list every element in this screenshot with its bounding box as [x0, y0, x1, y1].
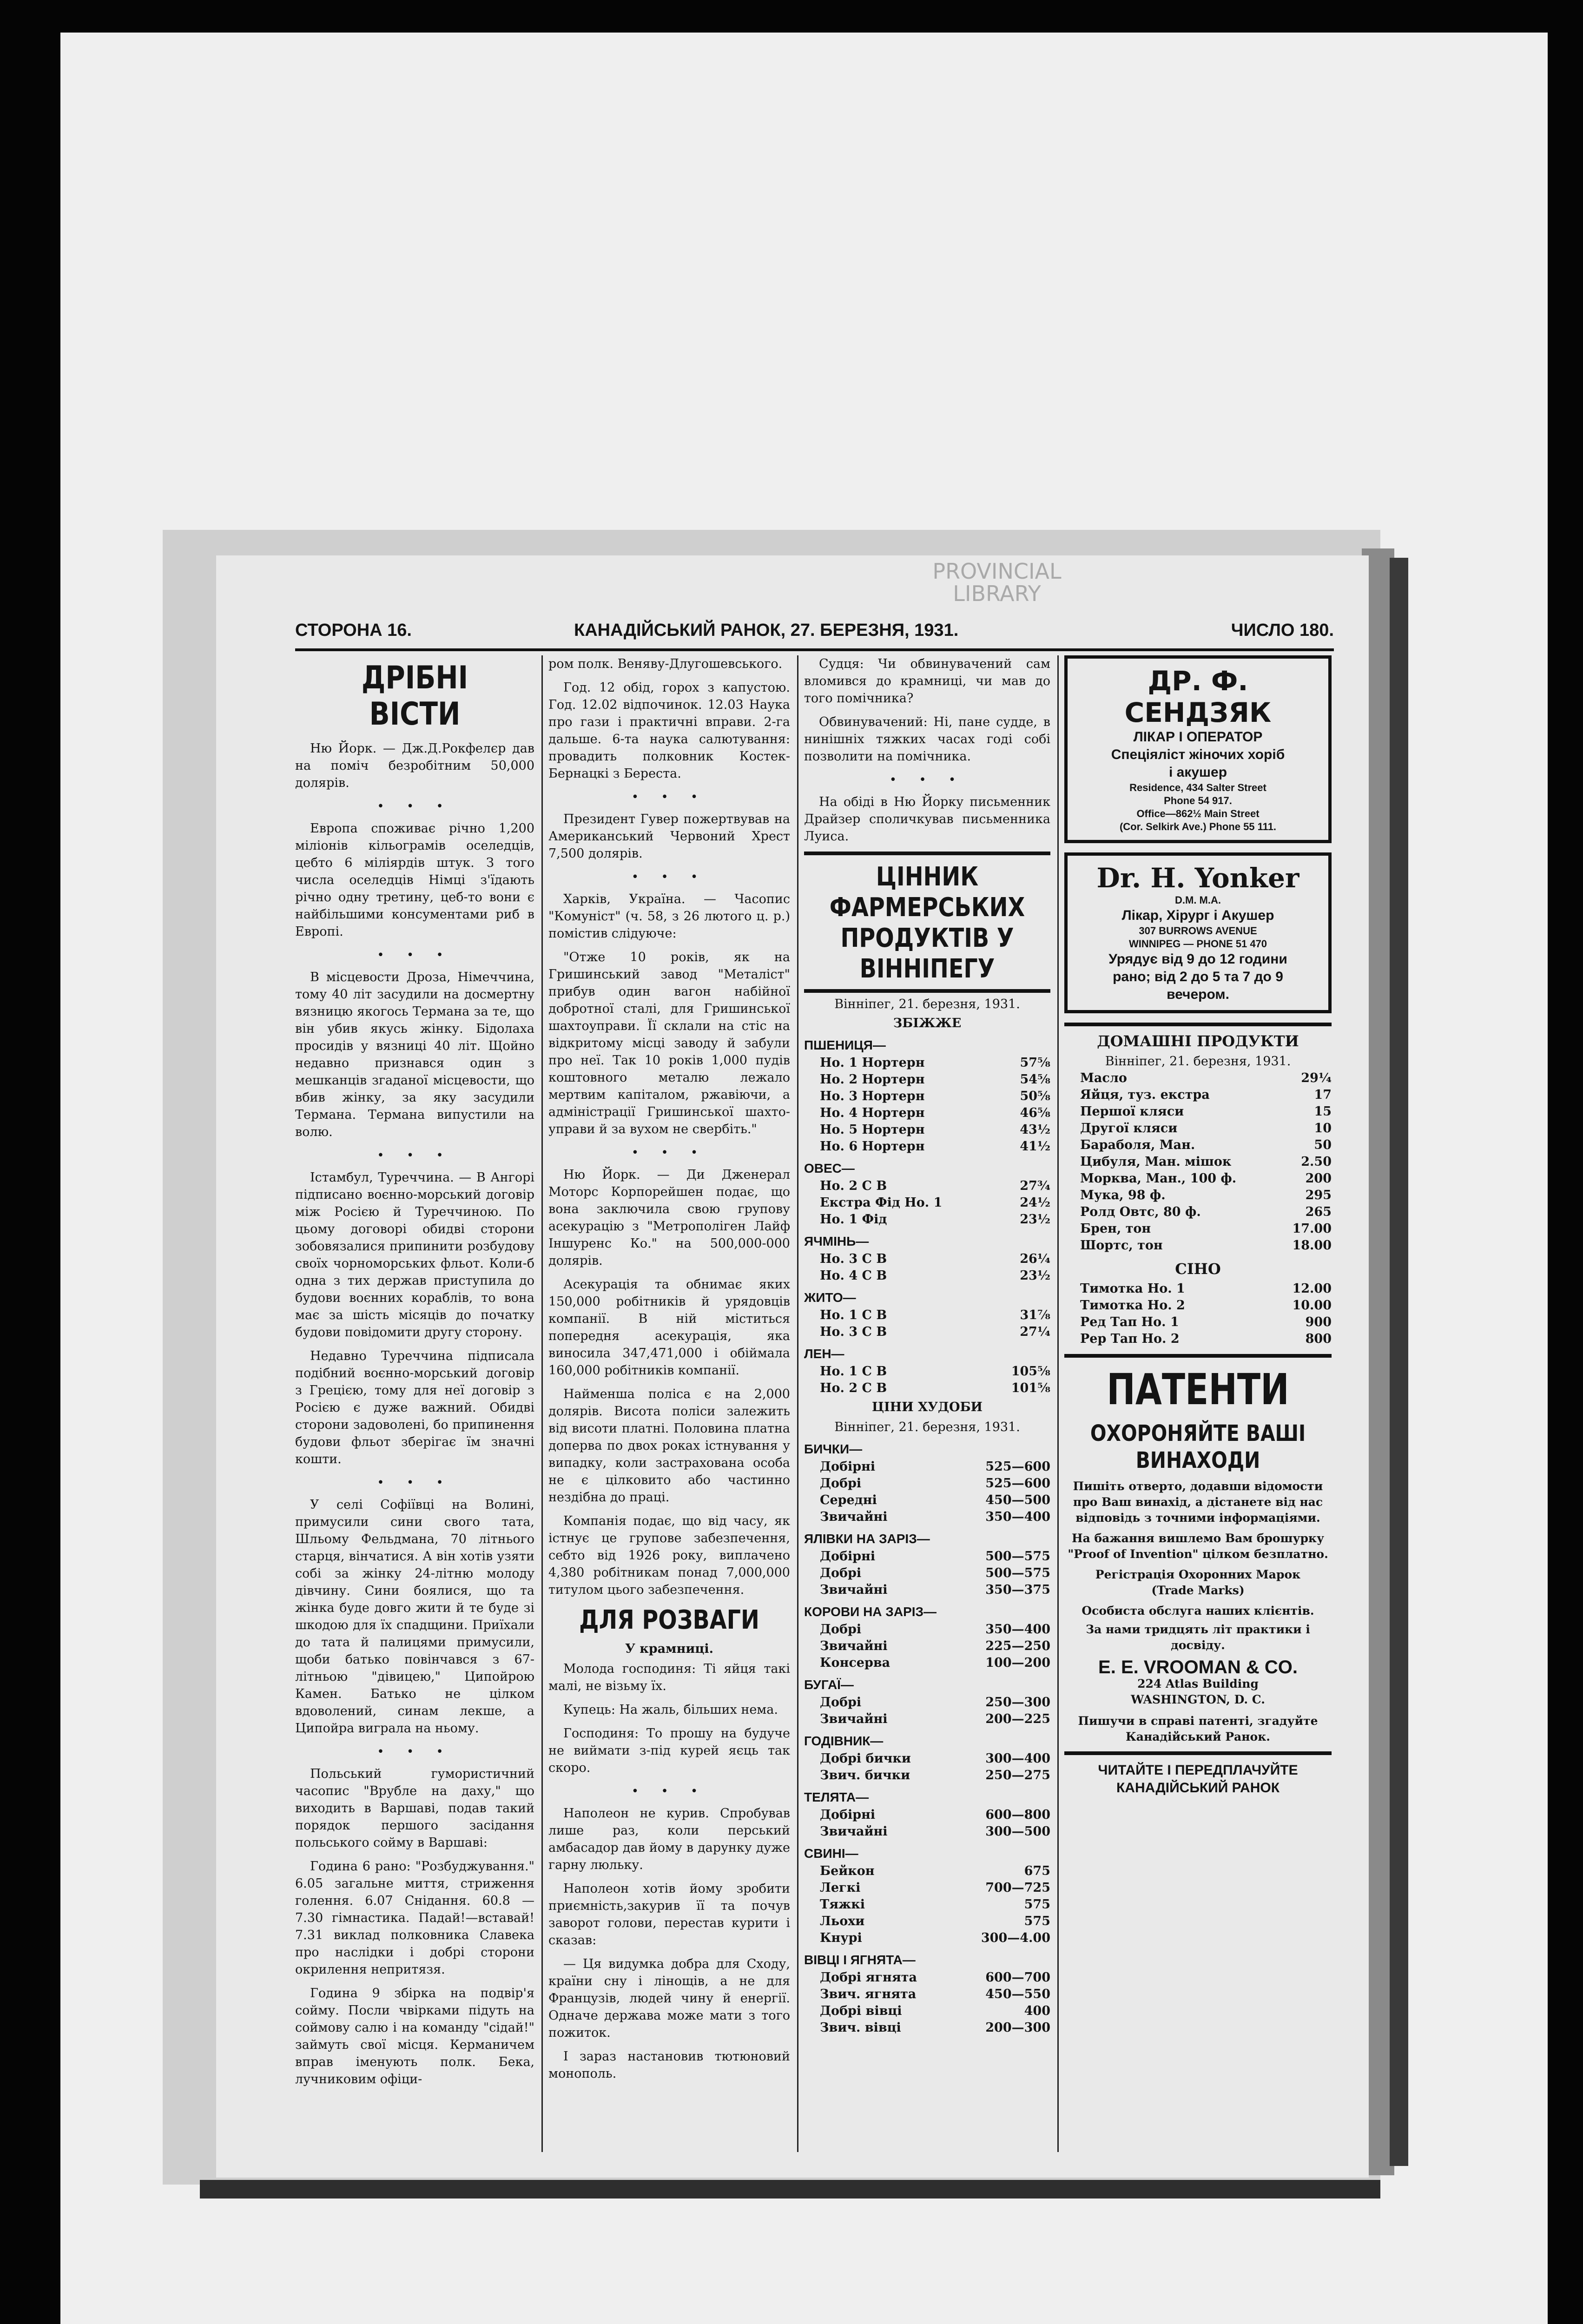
- price-value: 23½: [1020, 1268, 1050, 1283]
- price-value: 575: [1024, 1914, 1050, 1928]
- price-label: Бараболя, Ман.: [1080, 1138, 1195, 1152]
- section-title: ДРІБНІ ВІСТИ: [361, 660, 468, 733]
- flax-list: [804, 1363, 1050, 1397]
- news-item: Ню Йорк. — Дж.Д.Рокфелєр дав на поміч безробітним 50,000 долярів.: [295, 741, 534, 790]
- price-label: Середні: [820, 1493, 877, 1507]
- price-label: Масло: [1080, 1071, 1127, 1085]
- price-value: 500—575: [985, 1549, 1050, 1564]
- news-item: Судця: Чи обвинувачений сам вломився до крамниці, чи мав до того помічника?: [804, 657, 1050, 706]
- price-row: [804, 1088, 1050, 1105]
- column-divider: [541, 655, 543, 2152]
- price-label: Звичайні: [820, 1510, 888, 1524]
- masthead-date: КАНАДІЙСЬКИЙ РАНОК, 27. БЕРЕЗНЯ, 1931.: [574, 621, 959, 640]
- price-label: Тимотка Но. 1: [1080, 1281, 1185, 1296]
- price-value: 200—300: [985, 2020, 1050, 2035]
- price-value: 57⅝: [1020, 1056, 1050, 1070]
- price-label: Ролд Овтс, 80 ф.: [1080, 1205, 1201, 1219]
- price-value: 54⅝: [1020, 1072, 1050, 1087]
- barley-list: [804, 1251, 1050, 1284]
- price-row: [804, 1565, 1050, 1582]
- price-label: Но. 1 С В: [820, 1364, 887, 1379]
- price-row: [804, 1913, 1050, 1930]
- price-label: Добрі: [820, 1622, 862, 1637]
- bulls-list: [804, 1459, 1050, 1525]
- price-label: Добрі: [820, 1695, 862, 1710]
- price-label: Звичайні: [820, 1824, 888, 1839]
- price-value: 600—700: [985, 1970, 1050, 1985]
- column-4: ДР. Ф. СЕНДЗЯК ЛІКАР І ОПЕРАТОР Спеціяліст жіночих хоріб і акушер Residence, 434 Salter Street Phone 54 917. Office—862½ Main Street (Cor. Selkirk Ave.) Phone 55 111. Dr. H. Yonker D.M. M.A. Лікар, Хірург і Акушер 307 BURROWS AVENUE WINNIPEG — PHONE 51 470 Урядує від 9 до 12 години рано; від 2 до 5 та 7 до 9 вечером. ДОМАШНІ ПРОДУКТИ Вінніпег, 21. березня, 1931. Масло 29¼ Яйця, туз. екстра 17 Першої кляси 15 Другої кляси 10 Бараболя, Ман. 50 Цибуля, Ман. мішок 2.50 Морква, Ман., 100 ф. 200 Мука, 98 ф. 295 Ролд Овтс, 80 ф. 265 Брен, тон 17.00 Шортс, тон 18.00 СІНО Тимотка Но. 1 12.00 Тимотка Но. 2 10.00 Ред Тап Но. 1 900 Рер Тап Но. 2 800 ПАТЕНТИ ОХОРОНЯЙТЕ ВАШІ ВИНАХОДИ Пишіть отверто, додавши відомости про Ваш винахід, а дістанете від нас відповідь з точними інформаціями. На бажання вишлемо Вам брошурку "Proof of Invention" цілком безплатно. Регістрація Охоронних Марок (Trade Marks) Особиста обслуга наших клієнтів. За нами тридцять літ практики і досвіду. E. E. VROOMAN & CO. 224 Atlas Building WASHINGTON, D. C. Пишучи в справі патенті, згадуйте Канадійський Ранок. ЧИТАЙТЕ І ПЕРЕДПЛАЧУЙТЕ КАНАДІЙСЬКИЙ РАНОК: [1064, 655, 1332, 2152]
- news-item: В місцевости Дроза, Німеччина, тому 40 літ засудили на досмертну вязницю якогось Термана за те, що він убив якусь жінку. Бідолаха просидів у вязниці 40 літ. Щойно недавно признався один з мешканців згаданої місцевости, що вбив жінку, за яку засудили Термана. Термана випустили на волю.: [295, 970, 534, 1139]
- news-item: Година 6 рано: "Розбуджування." 6.05 загальне миття, стриження голення. 6.07 Снідання. 60.8 — 7.30 гімнастика. Падай!—вставай! 7.31 виклад полковника Славека про наслідки і добрі сторони окрилення непритязя.: [295, 1859, 534, 1977]
- price-row: [804, 2020, 1050, 2036]
- bottom-shadow: [200, 2180, 1380, 2199]
- price-label: Шортс, тон: [1080, 1238, 1163, 1253]
- cows-list: [804, 1621, 1050, 1671]
- anecdote-line: Наполеон хотів йому зробити приємність,закурив її та почув заворот голови, перестав курити і сказав:: [548, 1882, 790, 1948]
- heifers-list: [804, 1548, 1050, 1598]
- price-row: [804, 1807, 1050, 1823]
- market-date: Вінніпег, 21. березня, 1931.: [834, 997, 1020, 1011]
- price-row: [804, 1459, 1050, 1475]
- price-row: [1064, 1297, 1332, 1314]
- price-row: [1064, 1331, 1332, 1347]
- price-row: [1064, 1103, 1332, 1120]
- news-item: Год. 12 обід, горох з капустою. Год. 12.02 відпочинок. 12.03 Наука про гази і практичні вправи. 2-га дальше. 6-та наука салютування: провадить полковник Костек-Бернацкі з Береста.: [548, 680, 790, 781]
- price-label: Звичайні: [820, 1712, 888, 1726]
- price-value: 41½: [1020, 1139, 1050, 1154]
- price-label: Добірні: [820, 1549, 876, 1564]
- column-2: ром полк. Веняву-Длугошевського. Год. 12 обід, горох з капустою. Год. 12.02 відпочинок. 12.03 Наука про гази і практичні вправи. 2-га дальше. 6-та наука салютування: провадить полковник Костек-Бернацкі з Береста. • • • Президент Гувер пожертвував на Американський Червоний Хрест 7,500 долярів. • • • Харків, Україна. — Часопис "Комуніст" (ч. 58, з 26 лютого ц. р.) помістив слідуюче: "Отже 10 років, як на Гришинський завод "Металіст" прибув один вагон набійної добротної сталі, для Гришинської шахтоуправи. Її склали на стіс на відкритому місці заводу й забули про неї. Так 10 років 1,000 пудів коштовного металю лежало мертвим капіталом, ржавіючи, а адміністрації Гришинської шахто-управи й за вухом не свербіть." • • • Ню Йорк. — Ди Дженерал Моторс Корпорейшен подає, що вона заключила свою групову асекурацію з "Метрополіген Лайф Іншуренс Ко." на 500,000-000 долярів. Асекурація та обнимає яких 150,000 робітників й урядовців компанії. В ній міститься попередня асекурація, яка виносила 347,471,000 і обіймала 160,000 робітників компанії. Найменша поліса є на 2,000 долярів. Висота поліси залежить від висоти платні. Половина платна доперва по двох роках істнування у випадку, коли застрахована особа не є цілковито або частинно нездібна до праці. Компанія подає, що від часу, як істнує це групове забезпечення, себто від 1926 року, виплачено 4,380 робітникам понад 7,000,000 титулом цього забезпечення. ДЛЯ РОЗВАГИ У крамниці. Молода господиня: Ті яйця такі малі, не візьму їх. Купець: На жаль, більших нема. Господиня: То прошу на будуче не виймати з-під курей яєць так скоро. • • • Наполеон не курив. Спробував лише раз, коли перський амбасадор дав йому в дарунку дуже гарну люльку. Наполеон хотів йому зробити приємність,закурив її та почув заворот голови, перестав курити і сказав: — Ця видумка добра для Сходу, країни сну і лінощів, а не для Французів, людей чину й енергії. Одначе держава може мати з того пожиток. І зараз настановив тютюновий монополь.: [548, 655, 790, 2152]
- calves-list: [804, 1807, 1050, 1840]
- price-value: 350—375: [985, 1583, 1050, 1597]
- issue-number: ЧИСЛО 180.: [1231, 621, 1334, 640]
- hogs-list: [804, 1863, 1050, 1947]
- price-label: Звичайні: [820, 1639, 888, 1653]
- price-label: Добрі вівці: [820, 2004, 902, 2018]
- price-value: 600—800: [985, 1808, 1050, 1822]
- price-label: Но. 2 С В: [820, 1179, 887, 1193]
- price-label: Ред Тап Но. 1: [1080, 1315, 1179, 1329]
- joke-line: Господиня: То прошу на будуче не виймати з-під курей яєць так скоро.: [548, 1726, 790, 1775]
- price-value: 350—400: [985, 1622, 1050, 1637]
- price-row: [804, 1969, 1050, 1986]
- price-value: 2.50: [1301, 1155, 1332, 1169]
- price-row: [804, 1055, 1050, 1071]
- price-value: 250—275: [985, 1768, 1050, 1783]
- price-row: [804, 1178, 1050, 1195]
- price-label: Но. 2 С В: [820, 1381, 887, 1395]
- price-row: [804, 1582, 1050, 1598]
- price-value: 105⅝: [1011, 1364, 1050, 1379]
- price-label: Добірні: [820, 1808, 876, 1822]
- price-row: [1064, 1070, 1332, 1087]
- column-divider: [1057, 655, 1059, 2152]
- price-value: 10: [1314, 1121, 1332, 1136]
- price-row: [1064, 1154, 1332, 1170]
- price-label: Бейкон: [820, 1864, 875, 1878]
- price-value: 200: [1305, 1171, 1332, 1186]
- price-label: Но. 3 Нортерн: [820, 1089, 925, 1103]
- price-label: Мука, 98 ф.: [1080, 1188, 1166, 1202]
- price-value: 900: [1305, 1315, 1332, 1329]
- price-label: Но. 1 С В: [820, 1308, 887, 1322]
- section-title-fun: ДЛЯ РОЗВАГИ: [579, 1605, 759, 1635]
- price-label: Екстра Фід Но. 1: [820, 1195, 943, 1210]
- news-item: Президент Гувер пожертвував на Американський Червоний Хрест 7,500 долярів.: [548, 812, 790, 861]
- rye-list: [804, 1307, 1050, 1340]
- price-value: 26¼: [1020, 1252, 1050, 1266]
- column-3: Судця: Чи обвинувачений сам вломився до крамниці, чи мав до того помічника? Обвинувачений: Ні, пане судде, в нинішніх тяжких часах годі собі позволити на помічника. • • • На обіді в Ню Йорку письменник Драйзер споличкував письменника Луиса. ЦІННИК ФАРМЕРСЬКИХ ПРОДУКТІВ У ВІННІПЕГУ Вінніпег, 21. березня, 1931. ЗБІЖЖЕ ПШЕНИЦЯ— Но. 1 Нортерн 57⅝ Но. 2 Нортерн 54⅝ Но. 3 Нортерн 50⅝ Но. 4 Нортерн 46⅝ Но. 5 Нортерн 43½ Но. 6 Нортерн 41½ ОВЕС— Но. 2 С В 27¾ Екстра Фід Но. 1 24½ Но. 1 Фід 23½ ЯЧМІНЬ— Но. 3 С В 26¼ Но. 4 С В 23½ ЖИТО— Но. 1 С В 31⅞ Но. 3 С В 27¼ ЛЕН— Но. 1 С В 105⅝ Но. 2 С В 101⅝ ЦІНИ ХУДОБИ Вінніпег, 21. березня, 1931. БИЧКИ— Добірні 525—600 Добрі 525—600 Середні 450—500 Звичайні 350—400 ЯЛІВКИ НА ЗАРІЗ— Добірні 500—575 Добрі 500—575 Звичайні 350—375 КОРОВИ НА ЗАРІЗ— Добрі 350—400 Звичайні 225—250 Консерва 100—200 БУГАЇ— Добрі 250—300 Звичайні 200—225 ГОДІВНИК— Добрі бички 300—400 Звич. бички 250—275 ТЕЛЯТА— Добірні 600—800 Звичайні 300—500 СВИНІ— Бейкон 675 Легкі 700—725 Тяжкі 575 Льохи 575 Кнурі 300—4.00 ВІВЦІ І ЯГНЯТА— Добрі ягнята 600—700 Звич. ягнята 450—550 Добрі вівці 400 Звич. вівці 200—300: [804, 655, 1050, 2152]
- price-label: Тяжкі: [820, 1897, 865, 1912]
- grain-heading: ЗБІЖЖЕ: [893, 1016, 962, 1030]
- price-row: [804, 1548, 1050, 1565]
- price-label: Добрі ягнята: [820, 1970, 917, 1985]
- price-label: Рер Тап Но. 2: [1080, 1332, 1180, 1346]
- page-stack-shadow: [1390, 558, 1408, 2166]
- price-value: 525—600: [985, 1459, 1050, 1474]
- price-label: Но. 1 Нортерн: [820, 1056, 925, 1070]
- news-item: Обвинувачений: Ні, пане судде, в нинішніх тяжких часах годі собі позволити на помічника.: [804, 715, 1050, 764]
- price-row: [804, 1823, 1050, 1840]
- price-label: Добрі: [820, 1566, 862, 1580]
- price-value: 23½: [1020, 1212, 1050, 1227]
- page-number: СТОРОНА 16.: [295, 621, 412, 640]
- price-row: [804, 1655, 1050, 1671]
- anecdote-line: — Ця видумка добра для Сходу, країни сну і лінощів, а не для Французів, людей чину й енергії. Одначе держава може мати з того пожиток.: [548, 1957, 790, 2040]
- column-divider: [797, 655, 798, 2152]
- patent-firm: E. E. VROOMAN & CO.: [1098, 1657, 1298, 1677]
- anecdote-line: Наполеон не курив. Спробував лише раз, коли перський амбасадор дав йому в дарунку дуже гарну люльку.: [548, 1806, 790, 1872]
- home-products-list: [1064, 1070, 1332, 1254]
- joke-line: Молода господиня: Ті яйця такі малі, не візьму їх.: [548, 1662, 790, 1693]
- news-item: Година 9 збірка на подвір'я сойму. Посли чвірками підуть на соймову салю і на команду "сідай!" займуть свої місця. Керманичем вправ іменують полк. Бека, лучниковим офіци-: [295, 1986, 534, 2086]
- price-row: [1064, 1087, 1332, 1103]
- price-label: Звич. вівці: [820, 2020, 901, 2035]
- price-row: [1064, 1120, 1332, 1137]
- news-item: "Отже 10 років, як на Гришинський завод "Металіст" прибув один вагон набійної добротної сталі, для Гришинської шахтоуправи. Її склали на стіс на відкритому місці заводу й забули про неї. Так 10 років 1,000 пудів коштовного металю лежало мертвим капіталом, ржавіючи, а адміністрації Гришинської шахто-управи й за вухом не свербіть.": [548, 950, 790, 1136]
- price-row: [804, 1621, 1050, 1638]
- news-item: Істамбул, Туреччина. — В Ангорі підписано воєнно-морський договір між Росією й Туреччиною. По цьому договорі обидві сторони зобовязалися припинити розбудову своїх чорноморських фльот. Коли-б одна з тих держав приступила до будови воєнних кораблів, то вона має за шість місяців до початку будови повідомити другу сторону.: [295, 1170, 534, 1340]
- price-label: Другої кляси: [1080, 1121, 1178, 1136]
- price-label: Но. 2 Нортерн: [820, 1072, 925, 1087]
- price-value: 17: [1314, 1088, 1332, 1102]
- price-row: [1064, 1221, 1332, 1237]
- wheat-list: [804, 1055, 1050, 1155]
- news-item: Компанія подає, що від часу, як істнує це групове забезпечення, себто від 1926 року, виплачено 4,380 робітникам понад 7,000,000 титулом цього забезпечення.: [548, 1514, 790, 1597]
- price-row: [804, 1195, 1050, 1211]
- price-row: [804, 1211, 1050, 1228]
- price-value: 265: [1305, 1205, 1332, 1219]
- price-value: 300—4.00: [981, 1931, 1050, 1945]
- doctor-ad-yonker: Dr. H. Yonker D.M. M.A. Лікар, Хірург і Акушер 307 BURROWS AVENUE WINNIPEG — PHONE 51 470 Урядує від 9 до 12 години рано; від 2 до 5 та 7 до 9 вечером.: [1064, 852, 1332, 1013]
- price-row: [804, 1711, 1050, 1728]
- price-row: [1064, 1281, 1332, 1297]
- price-value: 50: [1314, 1138, 1332, 1152]
- price-value: 27¼: [1020, 1325, 1050, 1339]
- price-value: 18.00: [1292, 1238, 1332, 1253]
- bugai-list: [804, 1694, 1050, 1728]
- doctor-ad-sendzyak: ДР. Ф. СЕНДЗЯК ЛІКАР І ОПЕРАТОР Спеціяліст жіночих хоріб і акушер Residence, 434 Salter Street Phone 54 917. Office—862½ Main Street (Cor. Selkirk Ave.) Phone 55 111.: [1064, 655, 1332, 843]
- price-label: Добрі бички: [820, 1751, 911, 1766]
- price-value: 200—225: [985, 1712, 1050, 1726]
- price-value: 800: [1305, 1332, 1332, 1346]
- price-row: [1064, 1237, 1332, 1254]
- price-row: [804, 1307, 1050, 1324]
- price-label: Добрі: [820, 1476, 862, 1491]
- anecdote-line: І зараз настановив тютюновий монополь.: [548, 2049, 790, 2081]
- price-value: 450—500: [985, 1493, 1050, 1507]
- hay-title: СІНО: [1175, 1260, 1221, 1278]
- price-row: [1064, 1314, 1332, 1331]
- hay-list: [1064, 1281, 1332, 1347]
- price-label: Морква, Ман., 100 ф.: [1080, 1171, 1237, 1186]
- price-row: [804, 1930, 1050, 1947]
- price-value: 101⅝: [1011, 1381, 1050, 1395]
- price-value: 43½: [1020, 1122, 1050, 1137]
- price-row: [804, 1896, 1050, 1913]
- fun-subtitle: У крамниці.: [625, 1642, 714, 1656]
- market-title: ЦІННИК ФАРМЕРСЬКИХ ПРОДУКТІВ У ВІННІПЕГУ: [829, 862, 1025, 984]
- price-label: Но. 4 С В: [820, 1268, 887, 1283]
- feeders-list: [804, 1750, 1050, 1784]
- price-row: [804, 1268, 1050, 1284]
- newspaper-page: [216, 555, 1369, 2178]
- price-label: Тимотка Но. 2: [1080, 1298, 1185, 1313]
- price-label: Но. 3 С В: [820, 1325, 887, 1339]
- price-label: Звичайні: [820, 1583, 888, 1597]
- price-label: Яйця, туз. екстра: [1080, 1088, 1210, 1102]
- price-value: 500—575: [985, 1566, 1050, 1580]
- price-value: 575: [1024, 1897, 1050, 1912]
- price-row: [804, 1071, 1050, 1088]
- price-label: Звич. ягнята: [820, 1987, 917, 2001]
- price-row: [1064, 1204, 1332, 1221]
- price-label: Но. 1 Фід: [820, 1212, 887, 1227]
- price-row: [804, 1863, 1050, 1880]
- price-row: [804, 1638, 1050, 1655]
- price-row: [804, 1380, 1050, 1397]
- subscribe-footer: ЧИТАЙТЕ І ПЕРЕДПЛАЧУЙТЕ КАНАДІЙСЬКИЙ РАНОК: [1098, 1763, 1298, 1796]
- price-label: Но. 5 Нортерн: [820, 1122, 925, 1137]
- price-row: [804, 1509, 1050, 1525]
- price-value: 700—725: [985, 1881, 1050, 1895]
- news-item: ром полк. Веняву-Длугошевського.: [548, 657, 783, 671]
- price-value: 10.00: [1292, 1298, 1332, 1313]
- price-label: Кнурі: [820, 1931, 862, 1945]
- patents-title: ПАТЕНТИ: [1107, 1365, 1289, 1414]
- price-row: [804, 1475, 1050, 1492]
- price-row: [1064, 1187, 1332, 1204]
- oats-list: [804, 1178, 1050, 1228]
- price-value: 15: [1314, 1104, 1332, 1119]
- price-label: Цибуля, Ман. мішок: [1080, 1155, 1232, 1169]
- library-stamp: PROVINCIAL LIBRARY: [932, 559, 1062, 606]
- price-label: Но. 6 Нортерн: [820, 1139, 925, 1154]
- cattle-heading: ЦІНИ ХУДОБИ: [871, 1400, 983, 1414]
- price-value: 250—300: [985, 1695, 1050, 1710]
- price-row: [804, 1880, 1050, 1896]
- price-value: 225—250: [985, 1639, 1050, 1653]
- price-value: 300—400: [985, 1751, 1050, 1766]
- news-item: Европа споживає річно 1,200 міліонів кільограмів оселедців, цебто 6 міліярдів штук. З того числа оселедців Німці з'їдають річно одну третину, цеб-то вони є найбільшими консументами риб в Европі.: [295, 821, 534, 939]
- price-value: 31⅞: [1020, 1308, 1050, 1322]
- price-label: Но. 4 Нортерн: [820, 1106, 925, 1120]
- price-row: [1064, 1137, 1332, 1154]
- price-value: 350—400: [985, 1510, 1050, 1524]
- price-label: Брен, тон: [1080, 1221, 1151, 1236]
- column-1: ДРІБНІ ВІСТИ Ню Йорк. — Дж.Д.Рокфелєр дав на поміч безробітним 50,000 долярів. • • • Европа споживає річно 1,200 міліонів кільограмів оселедців, цебто 6 міліярдів штук. З того числа оселедців Німці з'їдають річно одну третину, цеб-то вони є найбільшими консументами риб в Европі. • • • В місцевости Дроза, Німеччина, тому 40 літ засудили на досмертну вязницю якогось Термана за те, що він убив якусь жінку. Бідолаха просидів у вязниці 40 літ. Щойно недавно признався один з мешканців згаданої місцевости, що вбив жінку, за яку засудили Термана. Термана випустили на волю. • • • Істамбул, Туреччина. — В Ангорі підписано воєнно-морський договір між Росією й Туреччиною. По цьому договорі обидві сторони зобовязалися припинити розбудову своїх чорноморських фльот. Коли-б одна з тих держав приступила до будови воєнних кораблів, то вона має за шість місяців до початку будови повідомити другу сторону. Недавно Туреччина підписала подібний воєнно-морський договір з Грецією, тому для неї договір з Росією є дуже важний. Обидві сторони задоволені, бо припинення будови фльот зберігає їм значні кошти. • • • У селі Софіївці на Волині, примусили сини свого тата, Шльому Фельдмана, 70 літнього старця, вінчатися. А він хотів узяти собі за жінку 24-літню молоду дівчину. Сини боялися, що та жінка буде довго жити й те буде зі шкодою для їх спадщини. Приїхали до тата й палицями примусили, щоби батько повінчався з 67-літньою "дівицею," Ципойрою Камен. Батько не цілком вдоволений, синам лекше, а Ципойра виграла на ньому. • • • Польський гумористичний часопис "Врубле на даху," що виходить в Варшаві, подав такий порядок першого засідання польського сойму в Варшаві: Година 6 рано: "Розбуджування." 6.05 загальне миття, стриження голення. 6.07 Снідання. 60.8 — 7.30 гімнастика. Падай!—вставай! 7.31 виклад полковника Славека про наслідки і добрі сторони окрилення непритязя. Година 9 збірка на подвір'я сойму. Посли чвірками підуть на соймову салю і на команду "сідай!" займуть свої місця. Керманичем вправ іменують полк. Бека, лучниковим офіци-: [295, 655, 534, 2152]
- price-value: 100—200: [985, 1656, 1050, 1670]
- price-value: 525—600: [985, 1476, 1050, 1491]
- price-value: 50⅝: [1020, 1089, 1050, 1103]
- joke-line: Купець: На жаль, більших нема.: [563, 1703, 778, 1717]
- price-value: 300—500: [985, 1824, 1050, 1839]
- price-label: Льохи: [820, 1914, 865, 1928]
- price-label: Легкі: [820, 1881, 861, 1895]
- price-row: [804, 1767, 1050, 1784]
- price-value: 450—550: [985, 1987, 1050, 2001]
- price-label: Консерва: [820, 1656, 890, 1670]
- price-label: Звич. бички: [820, 1768, 910, 1783]
- price-row: [804, 1138, 1050, 1155]
- price-row: [804, 1105, 1050, 1122]
- price-row: [1064, 1170, 1332, 1187]
- news-item: Найменша поліса є на 2,000 долярів. Висота поліси залежить від висоти платні. Половина платна доперва по двох роках істнування у випадку, коли застрахована особа не є цілковито або частинно нездібна до праці.: [548, 1387, 790, 1505]
- news-item: Недавно Туреччина підписала подібний воєнно-морський договір з Грецією, тому для неї договір з Росією є дуже важний. Обидві сторони задоволені, бо припинення будови фльот зберігає їм значні кошти.: [295, 1349, 534, 1466]
- price-row: [804, 1251, 1050, 1268]
- price-row: [804, 1492, 1050, 1509]
- news-item: Асекурація та обнимає яких 150,000 робітників й урядовців компанії. В ній міститься попередня асекурація, яка виносила 347,471,000 і обіймала 160,000 робітників компанії.: [548, 1277, 790, 1378]
- price-row: [804, 2003, 1050, 2020]
- price-value: 27¾: [1020, 1179, 1050, 1193]
- price-label: Першої кляси: [1080, 1104, 1184, 1119]
- price-value: 295: [1305, 1188, 1332, 1202]
- news-item: Ню Йорк. — Ди Дженерал Моторс Корпорейшен подає, що вона заключила свою групову асекурацію з "Метрополіген Лайф Іншуренс Ко." на 500,000-000 долярів.: [548, 1168, 790, 1268]
- price-row: [804, 1363, 1050, 1380]
- patents-subtitle: ОХОРОНЯЙТЕ ВАШІ ВИНАХОДИ: [1090, 1420, 1306, 1473]
- news-item: Польський гумористичний часопис "Врубле на даху," що виходить в Варшаві, подав такий порядок першого засідання польського сойму в Варшаві:: [295, 1767, 534, 1850]
- price-row: [804, 1694, 1050, 1711]
- price-label: Но. 3 С В: [820, 1252, 887, 1266]
- news-item: У селі Софіївці на Волині, примусили сини свого тата, Шльому Фельдмана, 70 літнього старця, вінчатися. А він хотів узяти собі за жінку 24-літню молоду дівчину. Сини боялися, що та жінка буде довго жити й те буде зі шкодою для їх спадщини. Приїхали до тата й палицями примусили, щоби батько повінчався з 67-літньою "дівицею," Ципойрою Камен. Батько не цілком вдоволений, синам лекше, а Ципойра виграла на ньому.: [295, 1498, 534, 1736]
- price-value: 400: [1024, 2004, 1050, 2018]
- price-value: 24½: [1020, 1195, 1050, 1210]
- sheep-list: [804, 1969, 1050, 2036]
- price-value: 29¼: [1301, 1071, 1332, 1085]
- price-row: [804, 1324, 1050, 1340]
- price-row: [804, 1750, 1050, 1767]
- news-item: Харків, Україна. — Часопис "Комуніст" (ч. 58, з 26 лютого ц. р.) помістив слідуюче:: [548, 892, 790, 941]
- price-row: [804, 1122, 1050, 1138]
- price-value: 675: [1024, 1864, 1050, 1878]
- price-value: 46⅝: [1020, 1106, 1050, 1120]
- price-label: Добірні: [820, 1459, 876, 1474]
- header-rule: [295, 648, 1334, 651]
- price-row: [804, 1986, 1050, 2003]
- news-item: На обіді в Ню Йорку письменник Драйзер споличкував письменника Луиса.: [804, 795, 1050, 844]
- price-value: 17.00: [1292, 1221, 1332, 1236]
- page-header: [295, 621, 1334, 648]
- home-products-title: ДОМАШНІ ПРОДУКТИ: [1097, 1032, 1299, 1050]
- price-value: 12.00: [1292, 1281, 1332, 1296]
